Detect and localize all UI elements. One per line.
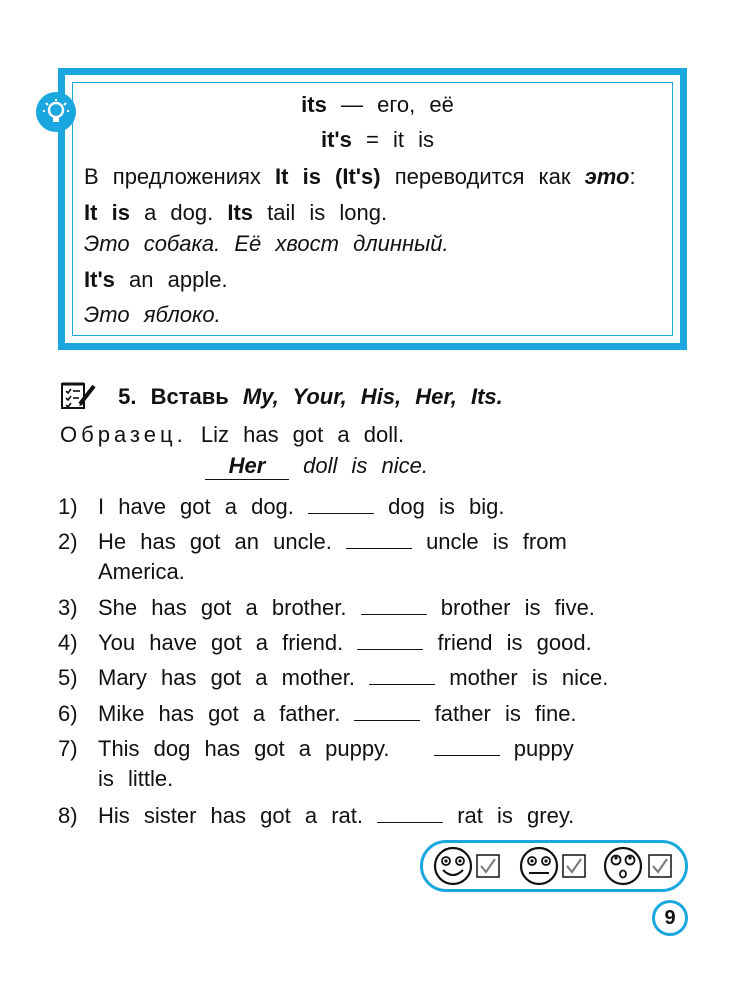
answer-blank[interactable] <box>354 700 420 721</box>
item-continuation: mother is nice. <box>449 665 609 690</box>
rule-example-2 <box>84 267 228 293</box>
item-sentence: Mary has got a mother. <box>98 665 355 690</box>
exercise-words: My, Your, His, Her, Its. <box>242 383 503 409</box>
rule-explanation <box>84 164 636 190</box>
item-continuation: father is fine. <box>434 701 577 726</box>
item-continuation: dog is big. <box>388 494 505 519</box>
sample-label: Образец. <box>60 422 187 447</box>
rule-example-1-its: Its <box>227 200 254 225</box>
item-number: 7) <box>58 736 78 761</box>
item-number: 6) <box>58 701 78 726</box>
rule-translation-it-is: it is <box>393 127 434 152</box>
answer-blank[interactable] <box>377 802 443 823</box>
item-sentence: His sister has got a rat. <box>98 803 363 828</box>
exercise-item-6 <box>58 700 577 727</box>
item-sentence: He has got an uncle. <box>98 529 332 554</box>
rule-example-2-rest: an apple. <box>129 267 228 292</box>
rule-example-2-translation: Это яблоко. <box>84 302 221 327</box>
item-sentence: This dog has got a puppy. <box>98 736 390 761</box>
rule-example-1-rest2: tail is long. <box>267 200 388 225</box>
rule-example-1-is: is <box>111 200 130 225</box>
item-continuation: puppy <box>513 736 574 761</box>
page-number: 9 <box>652 900 688 936</box>
answer-blank[interactable] <box>434 735 500 756</box>
item-number: 4) <box>58 630 78 655</box>
item-sentence: She has got a brother. <box>98 595 347 620</box>
rule-explanation-bold: It is (It's) <box>275 164 381 189</box>
rule-example-1-rest1: a dog. <box>144 200 214 225</box>
sample-answer-line <box>205 453 428 480</box>
item-sentence: You have got a friend. <box>98 630 344 655</box>
item-sentence: I have got a dog. <box>98 494 294 519</box>
exercise-instruction: Вставь <box>150 383 229 409</box>
confused-face-icon <box>605 848 641 884</box>
answer-blank[interactable] <box>369 664 435 685</box>
rule-explanation-colon: : <box>629 164 636 189</box>
exercise-item-8 <box>58 802 574 829</box>
item-continuation: rat is grey. <box>457 803 575 828</box>
rule-term-its: its <box>301 92 327 117</box>
rule-example-1-it: It <box>84 200 98 225</box>
rule-dash: — <box>340 92 363 117</box>
sample-sentence: Liz has got a doll. <box>200 422 405 447</box>
exercise-item-2 <box>58 528 567 555</box>
sample-line <box>60 422 404 448</box>
rule-equals: = <box>366 127 379 152</box>
exercise-header <box>60 380 503 416</box>
rule-example-2-its: It's <box>84 267 115 292</box>
rule-line-its <box>0 92 755 118</box>
rule-explanation-emph: это <box>584 164 630 189</box>
rule-term-its-contraction: it's <box>320 127 352 152</box>
sample-rest: doll is nice. <box>303 453 428 478</box>
answer-blank[interactable] <box>361 594 427 615</box>
item-number: 3) <box>58 595 78 620</box>
rule-translation-its: его, её <box>377 92 454 117</box>
self-assessment-box <box>420 840 688 892</box>
neutral-face-icon <box>521 848 557 884</box>
rule-explanation-pre: В предложениях <box>84 164 261 189</box>
sample-answer: Her <box>205 453 289 480</box>
item-continuation: uncle is from <box>426 529 567 554</box>
checkbox-neutral-icon[interactable] <box>563 855 585 877</box>
checkbox-confused-icon[interactable] <box>649 855 671 877</box>
item-sentence: Mike has got a father. <box>98 701 341 726</box>
happy-face-icon <box>435 848 471 884</box>
exercise-item-3 <box>58 594 595 621</box>
rule-explanation-mid: переводится как <box>394 164 571 189</box>
pencil-notepad-icon <box>60 380 98 416</box>
item-number: 5) <box>58 665 78 690</box>
exercise-number: 5. <box>118 383 137 409</box>
answer-blank[interactable] <box>308 493 374 514</box>
item-number: 2) <box>58 529 78 554</box>
item-continuation: friend is good. <box>437 630 592 655</box>
exercise-item-7 <box>58 735 574 762</box>
item-continuation: brother is five. <box>440 595 595 620</box>
answer-blank[interactable] <box>357 629 423 650</box>
exercise-item-2-wrap: America. <box>98 559 185 584</box>
rule-line-it-is <box>0 127 755 153</box>
item-number: 8) <box>58 803 78 828</box>
checkbox-happy-icon[interactable] <box>477 855 499 877</box>
answer-blank[interactable] <box>346 528 412 549</box>
rule-example-1 <box>84 200 387 226</box>
exercise-item-1 <box>58 493 504 520</box>
item-number: 1) <box>58 494 78 519</box>
exercise-item-7-wrap: is little. <box>98 766 174 791</box>
exercise-item-4 <box>58 629 592 656</box>
rule-example-1-translation: Это собака. Её хвост длинный. <box>84 231 449 256</box>
exercise-item-5 <box>58 664 608 691</box>
